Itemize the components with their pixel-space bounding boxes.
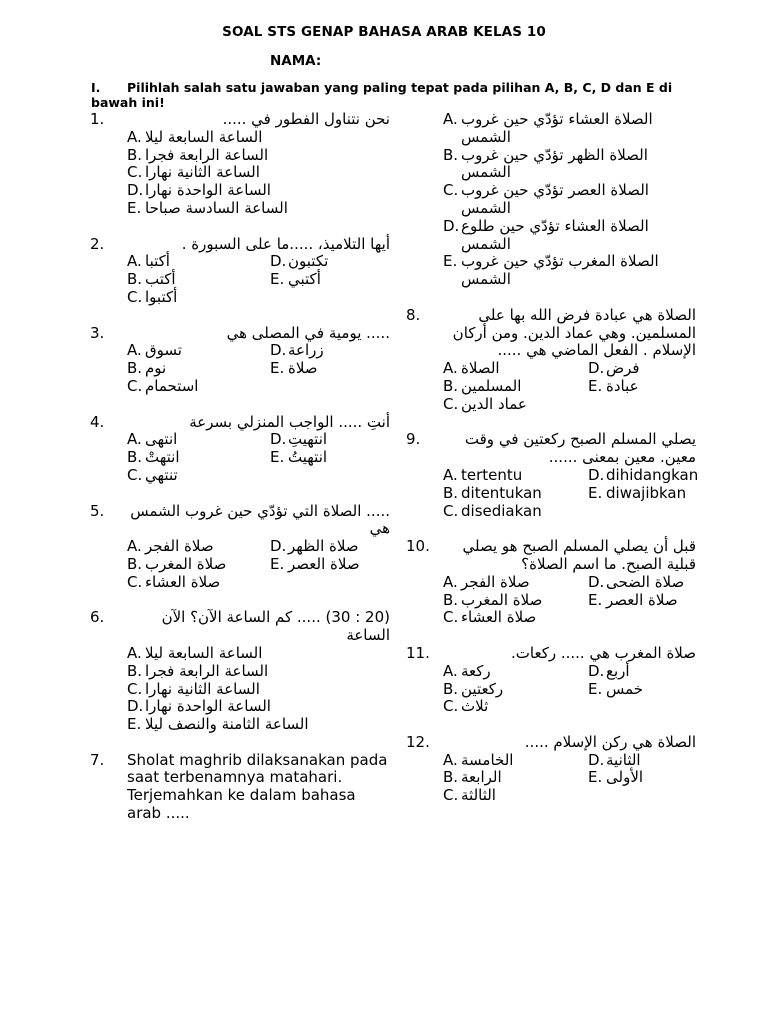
section-number: I. — [91, 80, 101, 95]
question-number: 7. — [90, 750, 105, 769]
option-text: صلاة الظهر — [288, 537, 359, 556]
question-stem: الصلاة هي عبادة فرض الله بها على المسلمين. وهي عماد الدين. ومن أركان الإسلام . الفعل الماضي هي ..... — [452, 305, 696, 360]
option-d — [127, 698, 390, 716]
option-a — [127, 538, 270, 556]
option-label: A. — [127, 252, 142, 271]
option-label: D. — [270, 430, 287, 449]
option-label: A. — [443, 750, 458, 769]
grid-spacer — [270, 289, 390, 307]
option-label: C. — [127, 376, 143, 395]
option-text: ركعتين — [461, 679, 504, 698]
options-grid — [443, 663, 696, 716]
spacer — [406, 627, 696, 645]
options-grid — [443, 465, 699, 520]
option-label: A. — [127, 430, 142, 449]
option-text: الصلاة — [461, 359, 500, 378]
question-number: 3. — [90, 323, 105, 342]
option-d — [127, 182, 390, 200]
option-label: D. — [588, 661, 605, 680]
spacer — [90, 485, 390, 503]
option-text: الثالثة — [461, 786, 496, 805]
option-e — [127, 200, 390, 218]
option-c — [127, 164, 390, 182]
option-text: الصلاة العصر تؤدّي حين غروب الشمس — [461, 181, 649, 217]
option-label: D. — [588, 465, 605, 484]
grid-spacer — [588, 609, 696, 627]
name-label: NAMA: — [270, 53, 322, 69]
question-number: 4. — [90, 412, 105, 431]
option-c — [443, 396, 588, 414]
option-b — [443, 769, 588, 787]
grid-spacer — [588, 787, 696, 805]
spacer — [90, 218, 390, 236]
option-text: tertentu — [461, 465, 523, 484]
option-label: B. — [127, 359, 143, 378]
option-a — [127, 253, 270, 271]
options-grid — [127, 431, 390, 484]
option-text: أكتبي — [288, 270, 321, 289]
option-label: B. — [443, 768, 459, 787]
left-column — [90, 111, 390, 823]
option-text: صلاة العصر — [606, 590, 678, 609]
question-12 — [406, 734, 696, 805]
option-text: خمس — [606, 679, 644, 698]
option-text: عبادة — [606, 376, 639, 395]
options-grid — [127, 342, 390, 395]
option-label: C. — [443, 608, 459, 627]
option-label: D. — [270, 252, 287, 271]
options-grid — [443, 360, 696, 413]
option-label: B. — [443, 376, 459, 395]
option-label: A. — [127, 643, 142, 662]
option-text: صلاة الفجر — [145, 537, 214, 556]
question-stem: Sholat maghrib dilaksanakan pada saat terbenamnya matahari. Terjemahkan ke dalam bahasa arab ..... — [127, 750, 388, 823]
option-text: الساعة الثانية نهارا — [145, 679, 260, 698]
option-label: E. — [588, 483, 603, 502]
question-5 — [90, 503, 390, 592]
option-e — [270, 360, 390, 378]
option-label: C. — [127, 679, 143, 698]
option-b — [443, 592, 588, 610]
option-c — [127, 289, 270, 307]
option-label: D. — [127, 697, 144, 716]
option-e — [588, 769, 696, 787]
option-label: A. — [127, 537, 142, 556]
option-a — [127, 645, 390, 663]
option-text: فرض — [606, 359, 640, 378]
option-text: استحمام — [145, 376, 199, 395]
grid-spacer — [270, 574, 390, 592]
option-text: المسلمين — [461, 376, 522, 395]
option-e — [270, 449, 390, 467]
option-b — [127, 271, 270, 289]
option-text: أكتبا — [145, 252, 170, 271]
option-text: أربع — [606, 661, 630, 680]
option-label: D. — [588, 572, 605, 591]
question-stem: صلاة المغرب هي ..... ركعات. — [511, 643, 696, 662]
option-text: الصلاة المغرب تؤدّي حين غروب الشمس — [461, 252, 659, 289]
question-stem: (20 : 30) ..... كم الساعة الآن؟ الآن الساعة — [161, 608, 390, 645]
spacer — [90, 734, 390, 752]
option-text: disediakan — [461, 501, 542, 520]
option-d — [443, 218, 696, 254]
option-text: أكتبوا — [145, 287, 178, 306]
option-a — [443, 663, 588, 681]
option-c — [443, 182, 696, 218]
option-label: C. — [127, 163, 143, 182]
question-stem: الصلاة هي ركن الإسلام ..... — [524, 732, 696, 751]
option-text: صلاة المغرب — [461, 590, 543, 609]
option-text: تسوق — [145, 341, 182, 360]
option-text: انتهى — [145, 430, 178, 449]
option-label: C. — [443, 697, 459, 716]
option-text: ثلاث — [461, 697, 489, 716]
option-label: C. — [443, 501, 459, 520]
option-label: C. — [443, 786, 459, 805]
option-label: B. — [443, 679, 459, 698]
option-a — [127, 342, 270, 360]
option-label: A. — [443, 110, 458, 128]
option-d — [588, 360, 696, 378]
option-label: E. — [588, 590, 603, 609]
option-b — [127, 360, 270, 378]
grid-spacer — [270, 378, 390, 396]
option-b — [127, 147, 390, 165]
question-stem: يصلي المسلم الصبح ركعتين في وقت معين. معين بمعنى ...... — [464, 430, 696, 467]
question-number: 2. — [90, 234, 105, 253]
option-text: تنتهي — [145, 465, 178, 484]
option-text: صلاة العشاء — [145, 572, 221, 591]
option-b — [127, 449, 270, 467]
option-d — [270, 253, 390, 271]
option-label: D. — [270, 537, 287, 556]
option-label: C. — [443, 394, 459, 413]
option-text: dihidangkan — [606, 465, 699, 484]
option-label: E. — [127, 198, 142, 217]
option-label: E. — [270, 270, 285, 289]
spacer — [406, 289, 696, 307]
option-label: B. — [127, 145, 143, 164]
option-label: A. — [443, 661, 458, 680]
options-grid — [127, 538, 390, 591]
spacer — [90, 396, 390, 414]
option-label: E. — [270, 359, 285, 378]
option-label: B. — [443, 145, 459, 164]
option-label: D. — [588, 359, 605, 378]
question-2 — [90, 236, 390, 307]
option-label: A. — [443, 572, 458, 591]
option-c — [443, 787, 588, 805]
option-d — [588, 752, 696, 770]
options-grid — [443, 574, 696, 627]
instruction — [91, 80, 691, 110]
option-text: الصلاة العشاء تؤدّي حين غروب الشمس — [461, 110, 653, 146]
option-label: E. — [270, 448, 285, 467]
option-text: انتهتْ — [145, 448, 180, 467]
option-label: C. — [127, 465, 143, 484]
option-text: عماد الدين — [461, 394, 527, 413]
grid-spacer — [588, 503, 698, 521]
question-10 — [406, 538, 696, 627]
question-stem: ..... الصلاة التي تؤدّي حين غروب الشمس هي — [130, 501, 390, 538]
question-stem: قبل أن يصلي المسلم الصبح هو يصلي قبلية الصبح. ما اسم الصلاة؟ — [462, 537, 696, 573]
option-e — [270, 556, 390, 574]
option-label: C. — [127, 572, 143, 591]
option-text: الأولى — [606, 768, 644, 787]
option-label: B. — [443, 590, 459, 609]
option-a — [443, 467, 588, 485]
options-grid — [443, 752, 696, 805]
option-c — [127, 378, 270, 396]
option-b — [443, 485, 588, 503]
option-a — [443, 752, 588, 770]
question-9 — [406, 430, 699, 520]
option-text: صلاة العشاء — [461, 608, 537, 627]
option-label: A. — [443, 359, 458, 378]
option-c — [127, 574, 270, 592]
option-a — [127, 129, 390, 147]
option-text: الساعة الثانية نهارا — [145, 163, 260, 182]
option-d — [270, 538, 390, 556]
question-number: 12. — [406, 732, 430, 751]
question-cont — [406, 111, 696, 289]
option-d — [270, 431, 390, 449]
option-e — [443, 253, 696, 289]
instruction-text: Pilihlah salah satu jawaban yang paling tepat pada pilihan A, B, C, D dan E di bawah ini! — [91, 80, 673, 110]
option-text: الساعة الواحدة نهارا — [145, 181, 271, 200]
question-stem: نحن نتناول الفطور في ..... — [222, 110, 390, 128]
spacer — [406, 520, 696, 538]
option-text: صلاة المغرب — [145, 554, 227, 573]
option-label: B. — [127, 554, 143, 573]
question-7 — [90, 752, 390, 823]
option-label: B. — [127, 448, 143, 467]
option-text: صلاة الضحى — [606, 572, 685, 591]
option-text: الساعة الرابعة فجرا — [145, 661, 269, 680]
option-label: E. — [270, 554, 285, 573]
option-text: الساعة الثامنة والنصف ليلا — [145, 715, 309, 734]
option-text: انتهيتُ — [288, 448, 328, 467]
option-b — [443, 378, 588, 396]
option-label: D. — [588, 750, 605, 769]
grid-spacer — [588, 396, 696, 414]
option-label: B. — [443, 483, 459, 502]
question-4 — [90, 414, 390, 485]
question-1 — [90, 111, 390, 218]
option-c — [443, 698, 588, 716]
option-label: A. — [127, 127, 142, 146]
option-d — [270, 342, 390, 360]
spacer — [406, 414, 696, 432]
option-text: نوم — [145, 359, 167, 378]
option-label: D. — [127, 181, 144, 200]
option-e — [588, 485, 698, 503]
option-c — [443, 503, 588, 521]
option-label: E. — [588, 679, 603, 698]
option-label: B. — [127, 270, 143, 289]
question-stem: أنتِ ..... الواجب المنزلي بسرعة — [189, 412, 390, 431]
option-text: الخامسة — [461, 750, 514, 769]
option-label: E. — [127, 715, 142, 734]
option-text: الساعة السابعة ليلا — [145, 643, 263, 662]
option-text: الصلاة العشاء تؤدّي حين طلوع الشمس — [461, 216, 649, 253]
option-text: أكتب — [145, 270, 176, 289]
option-label: A. — [127, 341, 142, 360]
option-b — [443, 681, 588, 699]
question-number: 9. — [406, 430, 421, 449]
question-number: 1. — [90, 110, 105, 128]
question-number: 10. — [406, 537, 430, 556]
question-6 — [90, 609, 390, 734]
question-stem: أيها التلاميذ، .....ما على السبورة . — [181, 234, 390, 253]
option-e — [270, 271, 390, 289]
option-d — [588, 663, 696, 681]
option-a — [443, 111, 696, 147]
question-8 — [406, 307, 696, 414]
option-text: الرابعة — [461, 768, 502, 787]
question-number: 5. — [90, 501, 105, 520]
option-d — [588, 574, 696, 592]
option-label: E. — [588, 376, 603, 395]
option-label: E. — [588, 768, 603, 787]
spacer — [406, 716, 696, 734]
option-e — [588, 681, 696, 699]
question-number: 11. — [406, 643, 430, 662]
spacer — [90, 307, 390, 325]
option-text: صلاة الفجر — [461, 572, 530, 591]
option-e — [588, 378, 696, 396]
question-11 — [406, 645, 696, 716]
question-stem: ..... يومية في المصلى هي — [226, 323, 390, 342]
option-text: diwajibkan — [606, 483, 687, 502]
option-label: C. — [443, 181, 459, 200]
option-text: انتهيتِ — [288, 430, 328, 449]
option-a — [127, 431, 270, 449]
option-b — [443, 147, 696, 183]
option-text: ditentukan — [461, 483, 542, 502]
option-text: الصلاة الظهر تؤدّي حين غروب الشمس — [461, 145, 648, 182]
option-label: B. — [127, 661, 143, 680]
option-a — [443, 360, 588, 378]
grid-spacer — [588, 698, 696, 716]
option-label: C. — [127, 287, 143, 306]
option-b — [127, 663, 390, 681]
option-label: D. — [443, 216, 460, 235]
option-c — [127, 681, 390, 699]
option-b — [127, 556, 270, 574]
option-text: ركعة — [461, 661, 491, 680]
option-e — [127, 716, 390, 734]
spacer — [90, 592, 390, 610]
option-text: الثانية — [606, 750, 641, 769]
option-text: زراعة — [288, 341, 324, 360]
option-text: صلاة العصر — [288, 554, 360, 573]
question-number: 8. — [406, 305, 421, 324]
option-text: صلاة — [288, 359, 318, 378]
grid-spacer — [270, 467, 390, 485]
option-text: الساعة الرابعة فجرا — [145, 145, 269, 164]
option-c — [127, 467, 270, 485]
option-text: تكتبون — [288, 252, 329, 271]
option-label: E. — [443, 252, 458, 271]
option-label: D. — [270, 341, 287, 360]
option-text: الساعة السابعة ليلا — [145, 127, 263, 146]
question-number: 6. — [90, 608, 105, 627]
option-c — [443, 609, 588, 627]
question-3 — [90, 325, 390, 396]
option-text: الساعة الواحدة نهارا — [145, 697, 271, 716]
options-grid — [127, 253, 390, 306]
option-text: الساعة السادسة صباحا — [145, 198, 288, 217]
option-e — [588, 592, 696, 610]
option-d — [588, 467, 698, 485]
option-label: A. — [443, 465, 458, 484]
right-column — [406, 110, 699, 805]
exam-title: SOAL STS GENAP BAHASA ARAB KELAS 10 — [222, 24, 546, 40]
option-a — [443, 574, 588, 592]
